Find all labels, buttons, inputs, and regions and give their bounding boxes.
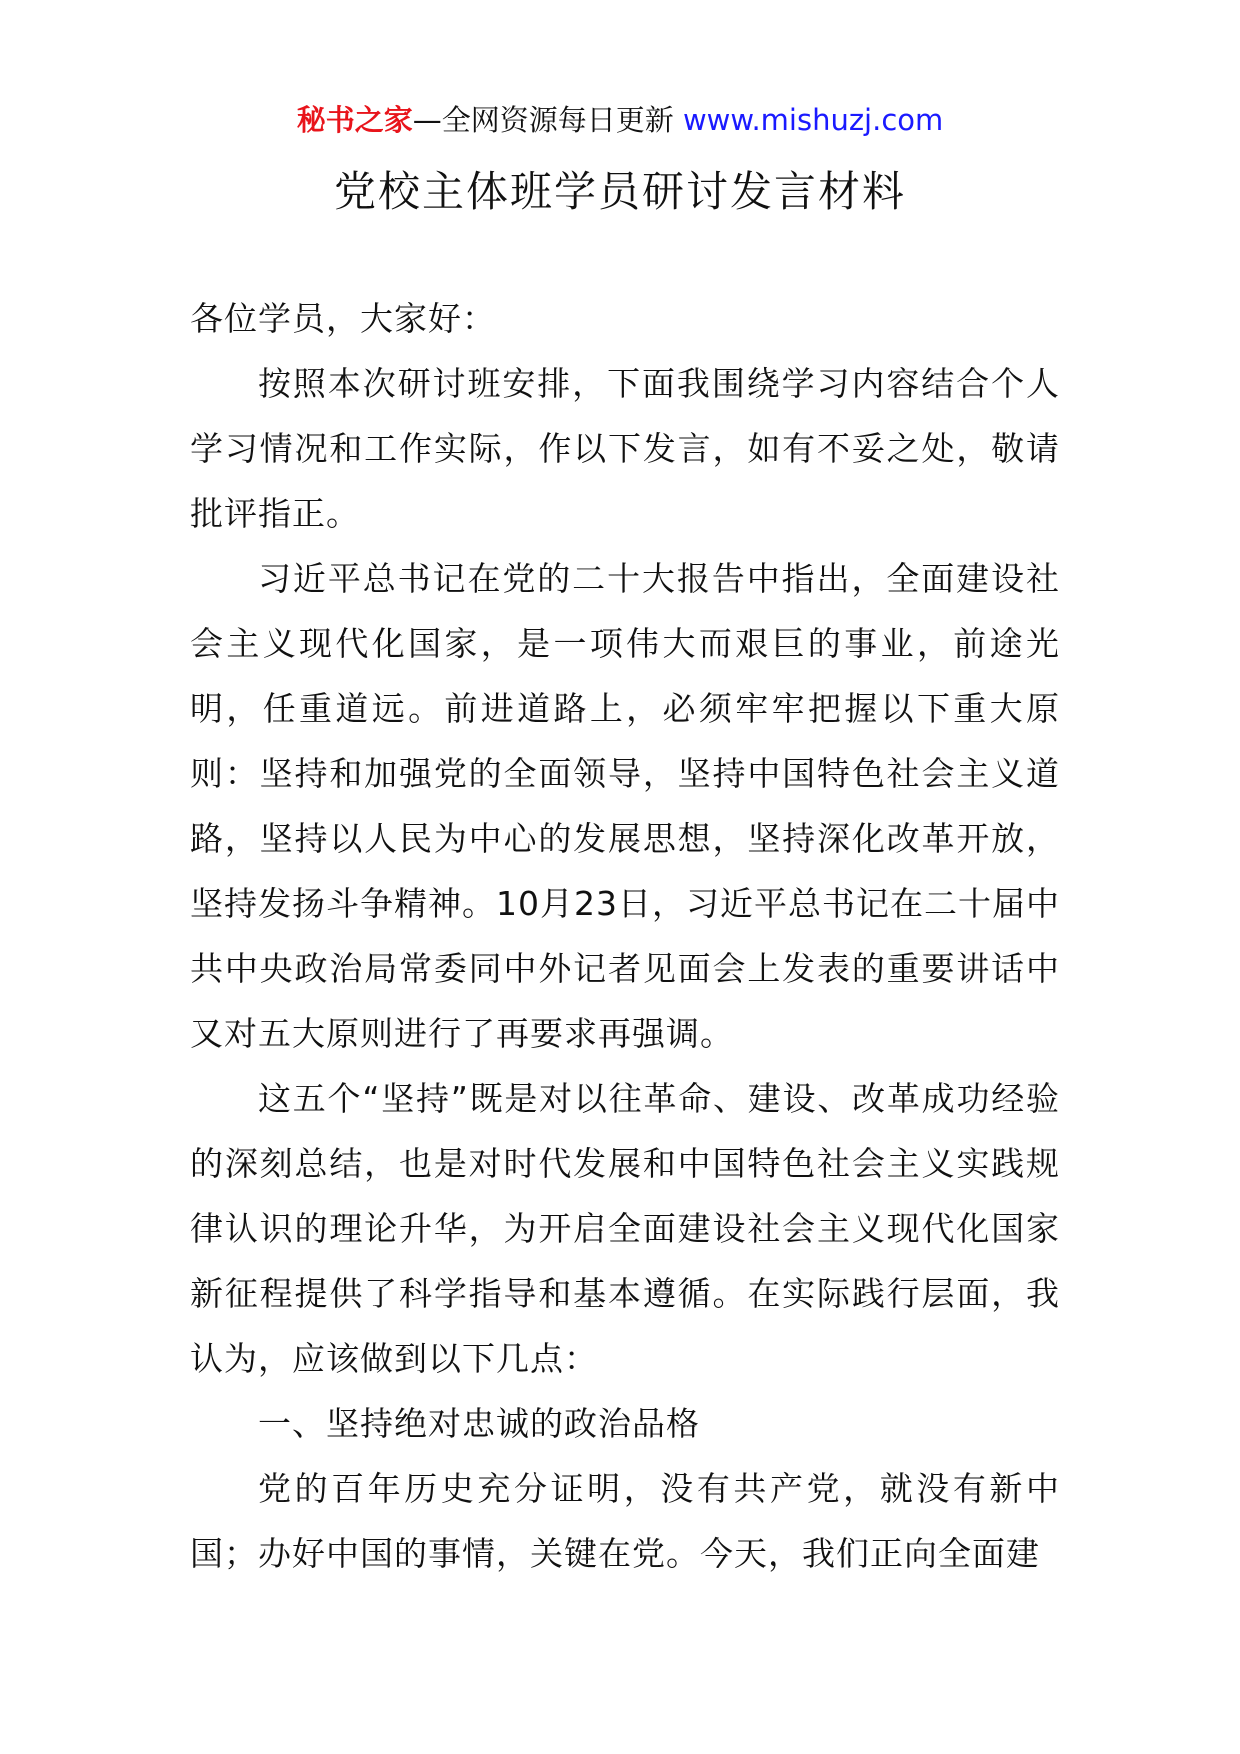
header-tagline: —全网资源每日更新 bbox=[412, 103, 683, 137]
brand-name: 秘书之家 bbox=[296, 103, 413, 137]
site-header bbox=[0, 100, 1240, 140]
section-paragraph: 党的百年历史充分证明，没有共产党，就没有新中国；办好中国的事情，关键在党。今天，我们正向全面建 bbox=[190, 1469, 1060, 1573]
document-body bbox=[190, 286, 1060, 1586]
paragraph-intro: 按照本次研讨班安排，下面我围绕学习内容结合个人学习情况和工作实际，作以下发言，如有不妥之处，敬请批评指正。 bbox=[190, 364, 1060, 533]
document-title: 党校主体班学员研讨发言材料 bbox=[333, 167, 906, 216]
paragraph-practice: 这五个“坚持”既是对以往革命、建设、改革成功经验的深刻总结，也是对时代发展和中国特色社会主义实践规律认识的理论升华，为开启全面建设社会主义现代化国家新征程提供了科学指导和基本遵循。在实际践行层面，我认为，应该做到以下几点： bbox=[190, 1079, 1060, 1378]
section-heading: 一、坚持绝对忠诚的政治品格 bbox=[258, 1404, 700, 1443]
greeting: 各位学员，大家好： bbox=[190, 299, 496, 338]
paragraph-principles: 习近平总书记在党的二十大报告中指出，全面建设社会主义现代化国家，是一项伟大而艰巨的事业，前途光明，任重道远。前进道路上，必须牢牢把握以下重大原则：坚持和加强党的全面领导，坚持中国特色社会主义道路，坚持以人民为中心的发展思想，坚持深化改革开放，坚持发扬斗争精神。10月23日，习近平总书记在二十届中共中央政治局常委同中外记者见面会上发表的重要讲话中又对五大原则进行了再要求再强调。 bbox=[190, 559, 1060, 1053]
site-url-link[interactable]: www.mishuzj.com bbox=[682, 103, 944, 137]
